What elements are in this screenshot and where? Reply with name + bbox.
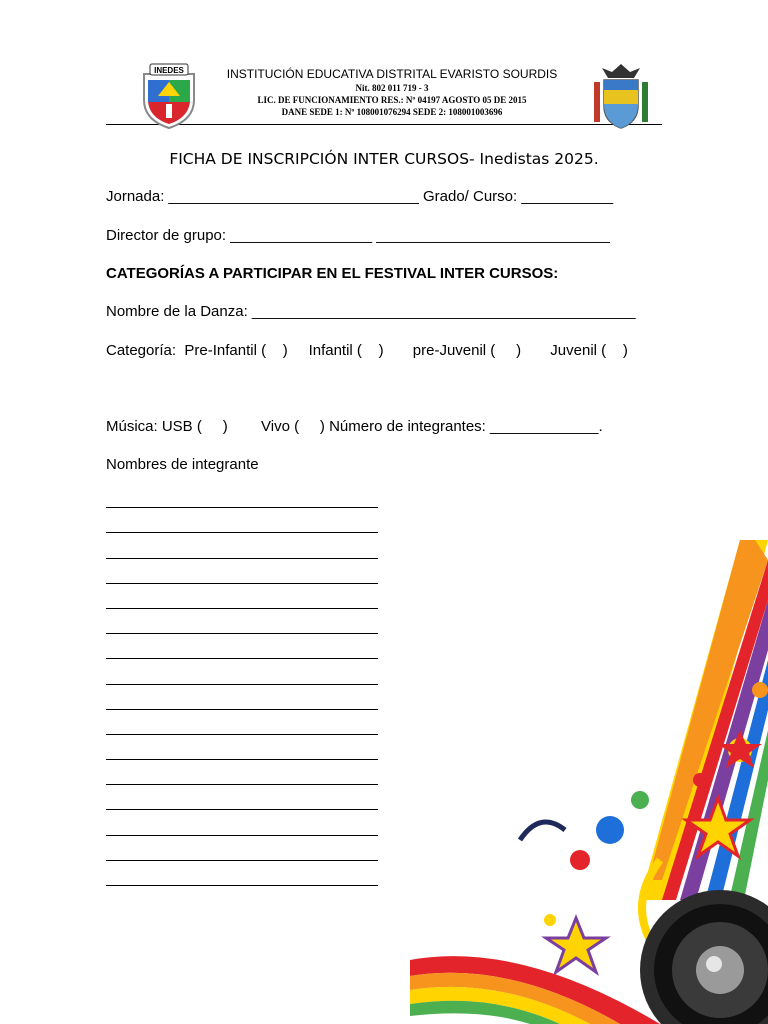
- director-field[interactable]: Director de grupo: _________________ ____________________________: [106, 227, 610, 244]
- letterhead: [106, 56, 662, 125]
- integrante-line[interactable]: [106, 483, 378, 508]
- integrante-line[interactable]: [106, 685, 378, 710]
- colombia-coat-of-arms-icon: [590, 60, 652, 132]
- school-shield-logo-icon: [136, 60, 202, 130]
- integrante-line[interactable]: [106, 533, 378, 558]
- categoria-options[interactable]: Categoría: Pre-Infantil ( ) Infantil ( ) pre-Juvenil ( ) Juvenil ( ): [106, 342, 628, 359]
- integrante-line[interactable]: [106, 659, 378, 684]
- integrantes-label: Nombres de integrante: [106, 456, 259, 473]
- integrante-line[interactable]: [106, 508, 378, 533]
- integrantes-lines: [106, 483, 378, 886]
- musica-options[interactable]: Música: USB ( ) Vivo ( ) Número de integrantes: _____________.: [106, 418, 603, 435]
- institution-name: INSTITUCIÓN EDUCATIVA DISTRITAL EVARISTO SOURDIS: [226, 67, 558, 81]
- integrante-line[interactable]: [106, 836, 378, 861]
- integrante-line[interactable]: [106, 760, 378, 785]
- music-decoration: [400, 540, 768, 1024]
- nit-number: Nit. 802 011 719 - 3: [355, 83, 429, 93]
- integrante-line[interactable]: [106, 584, 378, 609]
- danza-name-field[interactable]: Nombre de la Danza: ______________________________________________: [106, 303, 636, 320]
- integrante-line[interactable]: [106, 861, 378, 886]
- integrante-line[interactable]: [106, 785, 378, 810]
- integrante-line[interactable]: [106, 559, 378, 584]
- form-title: FICHA DE INSCRIPCIÓN INTER CURSOS- Inedistas 2025.: [169, 150, 599, 168]
- integrante-line[interactable]: [106, 710, 378, 735]
- integrante-line[interactable]: [106, 609, 378, 634]
- svg-text:INEDES: INEDES: [154, 66, 184, 75]
- integrante-line[interactable]: [106, 634, 378, 659]
- dane-code: DANE SEDE 1: Nº 108001076294 SEDE 2: 108001003696: [281, 107, 503, 117]
- integrante-line[interactable]: [106, 735, 378, 760]
- jornada-grado-field[interactable]: Jornada: ______________________________ Grado/ Curso: ___________: [106, 188, 614, 205]
- license-number: LIC. DE FUNCIONAMIENTO RES.: Nº 04197 AGOSTO 05 DE 2015: [257, 95, 527, 105]
- integrante-line[interactable]: [106, 810, 378, 835]
- categories-heading: CATEGORÍAS A PARTICIPAR EN EL FESTIVAL INTER CURSOS:: [106, 265, 559, 282]
